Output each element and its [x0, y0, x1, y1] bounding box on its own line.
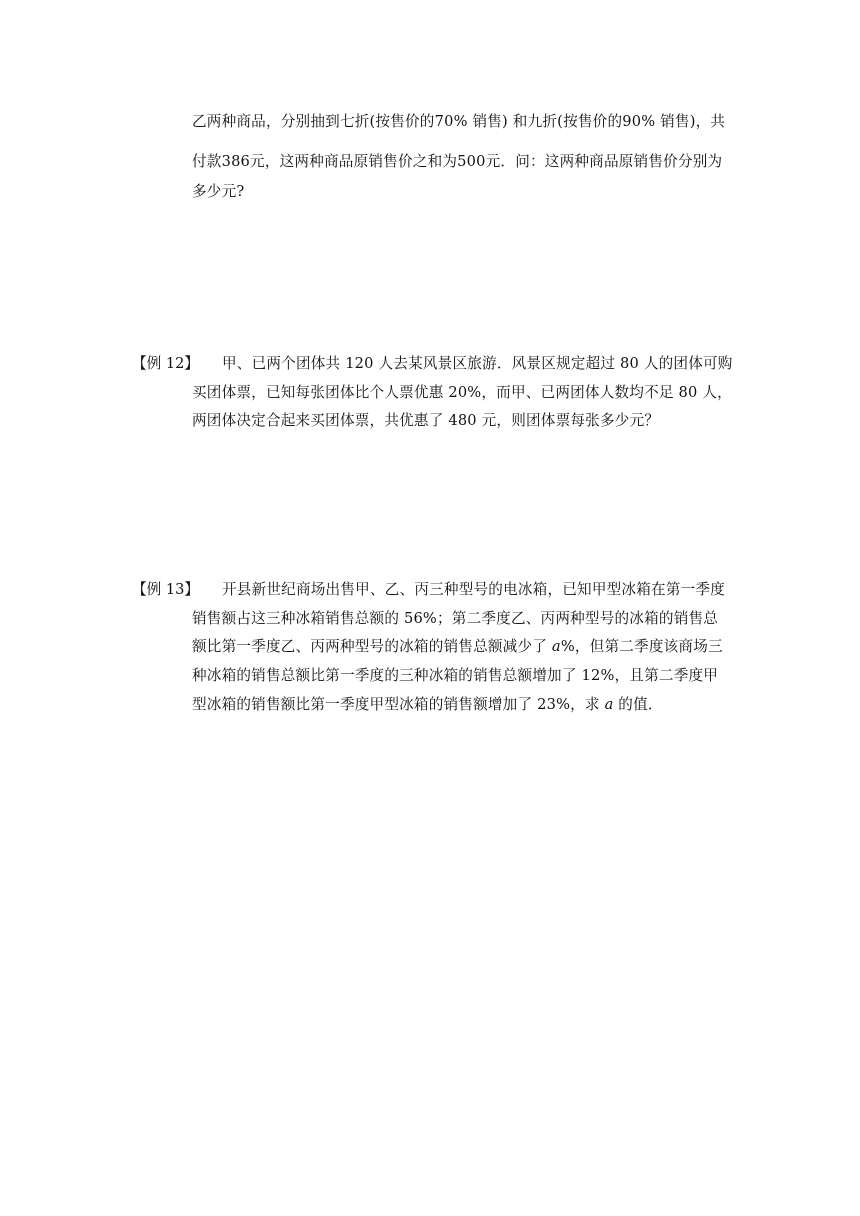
problem-text-line: 开县新世纪商场出售甲、乙、丙三种型号的电冰箱，已知甲型冰箱在第一季度 — [222, 581, 725, 598]
problem-text-line: 种冰箱的销售总额比第一季度的三种冰箱的销售总额增加了 12%，且第二季度甲 — [192, 667, 719, 684]
example-label: 【例 12】 — [132, 355, 199, 372]
problem-text-line: 多少元? — [192, 183, 245, 200]
problem-text-line — [192, 695, 663, 715]
text-segment: %，但第二季度该商场三 — [560, 638, 723, 655]
problem-text-line: 甲、已两个团体共 120 人去某风景区旅游．风景区规定超过 80 人的团体可购 — [222, 355, 733, 372]
example-label: 【例 13】 — [132, 581, 199, 598]
problem-text-line — [192, 637, 723, 657]
problem-text-line: 销售额占这三种冰箱销售总额的 56%；第二季度乙、丙两种型号的冰箱的销售总 — [192, 610, 719, 627]
problem-text-line: 两团体决定合起来买团体票，共优惠了 480 元，则团体票每张多少元？ — [192, 412, 660, 429]
variable-a: a — [604, 696, 614, 713]
variable-a: a — [551, 638, 561, 655]
text-segment: 额比第一季度乙、丙两种型号的冰箱的销售总额减少了 — [192, 638, 552, 655]
problem-text-line: 买团体票，已知每张团体比个人票优惠 20%，而甲、已两团体人数均不足 80 人， — [192, 384, 732, 401]
problem-text-line: 付款386元，这两种商品原销售价之和为500元．问：这两种商品原销售价分别为 — [192, 153, 723, 170]
text-segment: 型冰箱的销售额比第一季度甲型冰箱的销售额增加了 23%，求 — [192, 696, 605, 713]
text-segment: 的值． — [613, 696, 663, 713]
problem-text-line: 乙两种商品，分别抽到七折(按售价的70% 销售) 和九折(按售价的90% 销售)，共 — [192, 113, 726, 130]
